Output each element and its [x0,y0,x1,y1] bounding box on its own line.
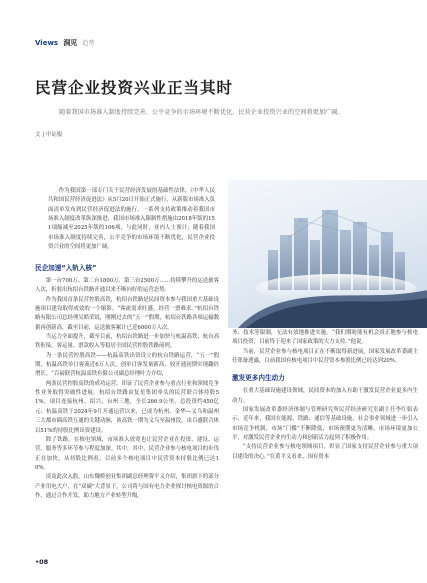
article-author: 文 | 中证报 [35,132,63,138]
intro-block [48,187,215,252]
page-footer [35,558,48,566]
intro-paragraph: 作为我国第一部专门关于民营经济发展的基础性法律，《中华人民共和国民营经济促进法》从5月20日开始正式施行，从新版市场准入负面清单发布到民营经济促进法的施行，一系列支持政策推动着我国市场准入制度改革纵深推进，我国市场准入限制性措施由2018年版的151项缩减至2025年版的106项，与此同时，业内人士预计，随着我国市场准入制度持续完善，公平竞争的市场环境不断优化，民营企业投资兴业的空间将更加广阔。 [48,188,215,251]
section-header [35,38,95,48]
page-bullet: • [35,558,40,566]
article-photo [228,180,427,328]
right-paragraph: 当前，民营企业参与核电项目正在不断取得新进展，国家发展改革委副主任郑备透露，目前我国有核电项目中民营资本参股比例已经达到20%。 [232,348,418,365]
subsection-label: 趋势 [82,40,95,47]
right-paragraph: 国家发展改革委经济体制与管理研究所民营经济研究室副主任李红娟表示，近年来，我国在能源、铁路、通信等基础设施，社会事业领域进一步引入市场竞争机制，市场“门槛”不断降低，市场预期更为清晰，市场环境更加公平，对激发民营企业内生动力和创新活力起到了积极作用。 [232,407,418,442]
left-paragraph: 除了铁路，在核电领域，市场准入放宽也让民营企业在投资、建设、运营、服务等多环节参与程度加深。其中，其中，民营企业参与核电项目的步伐正在加快，从持股比例看，目前多个核电项目中民营资本持股比例已达10%。 [35,436,219,471]
section-label-cn: 洞见 [63,39,78,47]
subheading-2: 激发更多内生动力 [232,374,285,383]
right-paragraph: “支持民营企业参与核电领域项目，彰显了国家支持民营企业参与重大项目建设的决心。”在黄平义看来，国有资本 [232,444,418,460]
left-paragraph: 第一台700万、第二台1800万、第三台2500万……持续攀升的运送旅客人次，折射出杭绍台铁路开通以来不断向好的运营态势。 [35,278,219,294]
section-label-en: Views [35,39,59,47]
left-paragraph: 两条民营控股高铁的成功运营，印证了民营企业参与重点行业和领域竞争性业务取得突破性进展。杭绍台铁路由复星集团牵头的民营联合体持股51%，项目连接杭州、绍兴、台州三地，全长266.9公里，总投资约450亿元；杭温高铁于2024年9月开通运营以来，已成为杭州、金华—义乌和温州三大都市圈高铁互通的关键动脉，该高铁一期为义乌至温州段，由百盛联合体以51%的持股比例出资建设。 [35,380,219,434]
page-number: 08 [39,558,49,566]
left-paragraph: 为一条民营控股高铁——杭温高铁出资设立的杭台铁路运营，“五一”假期，杭温高铁单日客流近6万人次，创单日客发量新高，较开通初期实现翻倍增长。“百磅联营杭温高铁有限公司副总经理叶力介绍， [35,352,219,378]
subheading-1: 民企加速“入轨入核” [35,264,97,272]
left-paragraph: 当运力全面提升，截至目前，杭绍台铁路进一步加快与杭温高铁、杭台高铁衔接，客运量、票款收入等稳居全国民营控股铁路前列。 [35,334,219,350]
article-title: 民营企业投资兴业正当其时 [35,79,234,97]
right-paragraph: 在重大基础设施建设领域，民间资本的加入有助于激发民营企业更多内生动力。 [232,388,418,404]
left-paragraph: 谈及此次入股，山东魏桥创业集团副总经理费平义介绍，集团旗下的部分产业用电大户，在“双碳”大背景下，公司将与国有电力企业探讨核电资源的合作，通过合作开发，助力地方产业转型升级。 [35,474,219,499]
left-paragraph: 作为我国首条民营控股高铁，杭绍台铁路是民间资本参与我国重大基础设施项目建设取得成效的一个缩影。“客流需求旺盛，经营一票难求。”杭绍台铁路有限公司总经理吴皓荣说，刚刚过去的“五一”假期，杭绍台铁路各项运输数据再创新高，截至目前，运送旅客累计已近6000万人次。 [35,296,219,331]
left-column [35,260,219,501]
right-column [232,329,418,462]
article-lead: 随着我国市场准入制度持续完善、公平竞争的市场环境不断优化，民营企业投资兴业的空间将更加广阔。 [59,109,344,116]
city-hand-illustration [228,180,427,328]
right-paragraph: 务、技术等限制，无法有效地推进实施。“我们期盼能有机会真正地参与核电项目投资，目前终于迎来了国家政策的大力支持。”他说。 [232,330,418,346]
